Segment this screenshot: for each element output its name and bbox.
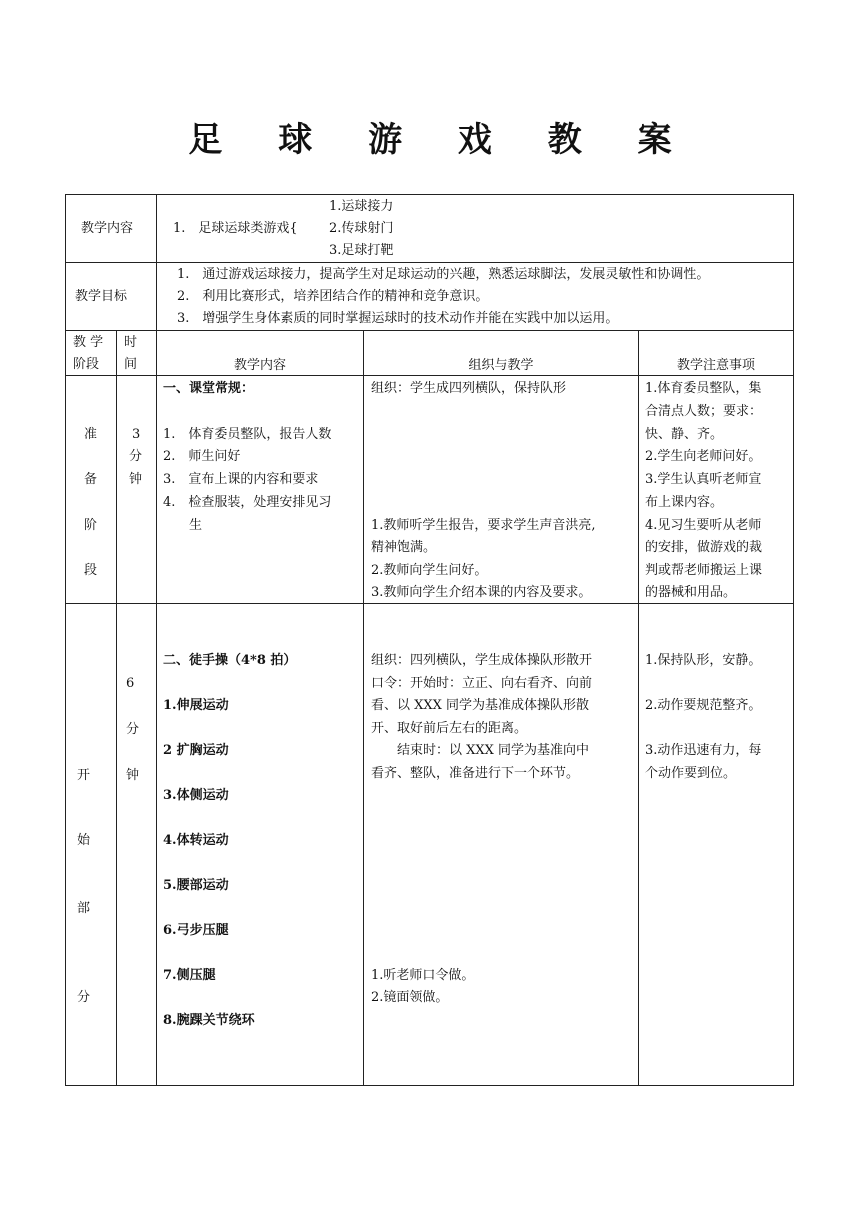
note-text: 的器械和用品。 — [645, 585, 737, 600]
page-title: 足 球 游 戏 教 案 — [188, 120, 694, 160]
stage-char: 阶 — [84, 518, 98, 533]
col-time: 时 — [124, 335, 138, 350]
note-text: 快、静、齐。 — [645, 427, 724, 442]
list-item: 4. 检查服装，处理安排见习 — [163, 495, 332, 510]
list-item: 3. 宣布上课的内容和要求 — [163, 472, 319, 487]
note-text: 合清点人数；要求： — [645, 404, 763, 419]
note-text: 个动作要到位。 — [645, 766, 737, 781]
list-item: 2 扩胸运动 — [163, 743, 229, 758]
org-text: 3.教师向学生介绍本课的内容及要求。 — [371, 585, 592, 600]
col-stage: 阶段 — [73, 357, 100, 372]
list-item: 8.腕踝关节绕环 — [163, 1013, 255, 1028]
note-text: 1.保持队形，安静。 — [645, 653, 762, 668]
note-text: 布上课内容。 — [645, 495, 724, 510]
lesson-plan-table — [65, 194, 794, 1086]
content-sub-2: 2.传球射门 — [329, 221, 394, 236]
stage-char: 准 — [84, 427, 98, 442]
list-item: 1. 体育委员整队，报告人数 — [163, 427, 332, 442]
org-text: 看、以 XXX 同学为基准成体操队形散 — [371, 698, 590, 713]
stage-char: 部 — [77, 901, 91, 916]
content-sub-1: 1.运球接力 — [329, 199, 394, 214]
note-text: 1.体育委员整队，集 — [645, 381, 762, 396]
time-unit: 钟 — [129, 472, 143, 487]
goal-item: 2. 利用比赛形式，培养团结合作的精神和竞争意识。 — [177, 289, 489, 304]
goal-label: 教学目标 — [75, 289, 128, 304]
stage-char: 始 — [77, 833, 91, 848]
col-time: 间 — [124, 357, 138, 372]
time-unit: 分 — [126, 722, 140, 737]
section1-heading: 一、课堂常规： — [163, 381, 255, 396]
time-value: 6 — [126, 676, 135, 691]
goal-item: 1. 通过游戏运球接力，提高学生对足球运动的兴趣，熟悉运球脚法，发展灵敏性和协调性。 — [177, 267, 710, 282]
time-value: 3 — [132, 427, 141, 442]
list-item: 3.体侧运动 — [163, 788, 229, 803]
stage-char: 备 — [84, 472, 98, 487]
note-text: 3.学生认真听老师宣 — [645, 472, 762, 487]
org-text: 精神饱满。 — [371, 540, 437, 555]
list-item: 7.侧压腿 — [163, 968, 216, 983]
org-text: 组织：学生成四列横队，保持队形 — [371, 381, 567, 396]
list-item: 5.腰部运动 — [163, 878, 229, 893]
content-sub-3: 3.足球打靶 — [329, 243, 394, 258]
note-text: 的安排，做游戏的裁 — [645, 540, 763, 555]
stage-char: 段 — [84, 563, 98, 578]
org-text: 开、取好前后左右的距离。 — [371, 721, 528, 736]
org-text: 看齐、整队，准备进行下一个环节。 — [371, 766, 580, 781]
note-text: 判或帮老师搬运上课 — [645, 563, 763, 578]
org-text: 2.镜面领做。 — [371, 990, 449, 1005]
org-text: 组织：四列横队，学生成体操队形散开 — [371, 653, 593, 668]
org-text: 1.听老师口令做。 — [371, 968, 475, 983]
content-main: 1. 足球运球类游戏{ — [173, 221, 298, 236]
time-unit: 分 — [129, 449, 143, 464]
note-text: 3.动作迅速有力，每 — [645, 743, 762, 758]
content-label: 教学内容 — [81, 221, 134, 236]
org-text: 结束时：以 XXX 同学为基准向中 — [371, 743, 590, 758]
org-text: 1.教师听学生报告，要求学生声音洪亮, — [371, 518, 596, 533]
note-text: 4.见习生要听从老师 — [645, 518, 762, 533]
list-item: 4.体转运动 — [163, 833, 229, 848]
note-text: 2.动作要规范整齐。 — [645, 698, 762, 713]
col-content: 教学内容 — [233, 358, 286, 373]
col-notes: 教学注意事项 — [676, 358, 755, 373]
stage-char: 分 — [77, 990, 91, 1005]
org-text: 口令：开始时：立正、向右看齐、向前 — [371, 676, 593, 691]
list-item: 2. 师生问好 — [163, 449, 241, 464]
note-text: 2.学生向老师问好。 — [645, 449, 762, 464]
list-item: 生 — [189, 518, 203, 533]
list-item: 1.伸展运动 — [163, 698, 229, 713]
col-organization: 组织与教学 — [468, 358, 534, 373]
list-item: 6.弓步压腿 — [163, 923, 229, 938]
section2-heading: 二、徒手操（4*8 拍） — [163, 653, 297, 668]
col-stage: 教 学 — [73, 335, 104, 350]
org-text: 2.教师向学生问好。 — [371, 563, 488, 578]
goal-item: 3. 增强学生身体素质的同时掌握运球时的技术动作并能在实践中加以运用。 — [177, 311, 619, 326]
stage-char: 开 — [77, 768, 91, 783]
time-unit: 钟 — [126, 768, 140, 783]
